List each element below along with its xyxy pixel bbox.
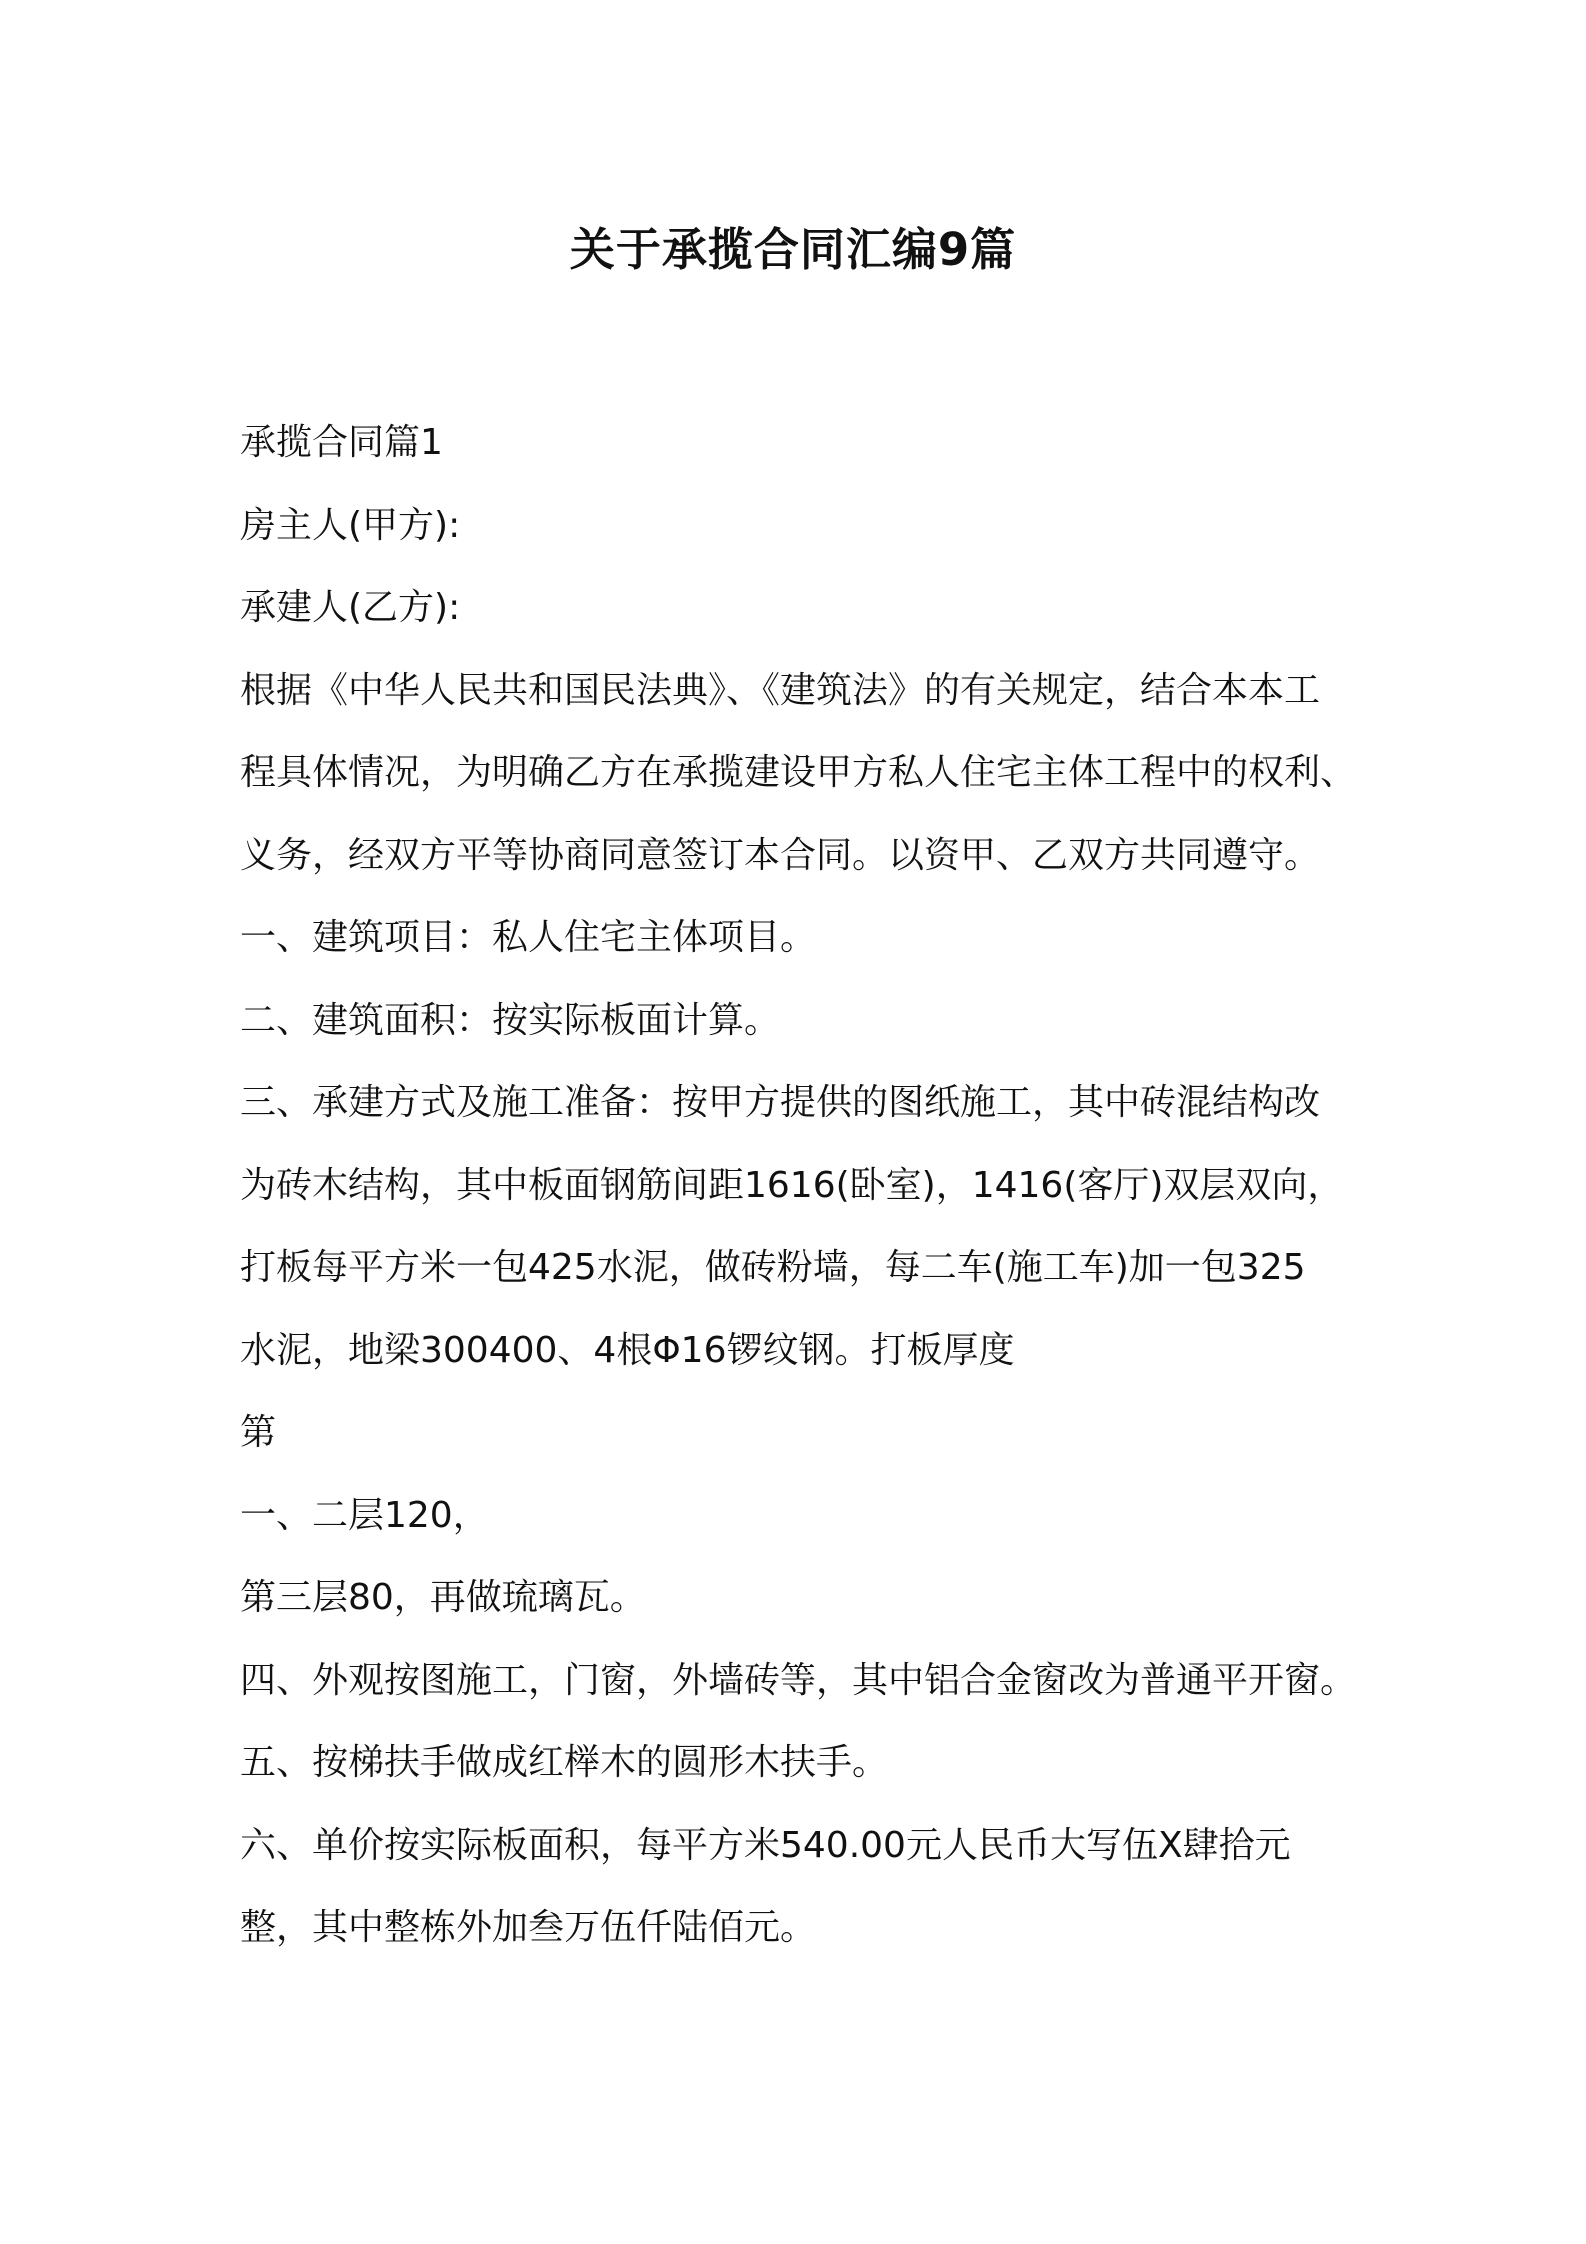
- clause-6-line-2: 整，其中整栋外加叁万伍仟陆佰元。: [240, 1907, 817, 1948]
- document-title: 关于承揽合同汇编9篇: [569, 223, 1017, 276]
- clause-5: 五、按梯扶手做成红榉木的圆形木扶手。: [240, 1742, 889, 1783]
- clause-1: 一、建筑项目：私人住宅主体项目。: [240, 917, 817, 958]
- clause-2: 二、建筑面积：按实际板面计算。: [240, 999, 781, 1041]
- clause-3-line-6: 一、二层120，: [240, 1494, 489, 1536]
- clause-3-line-1: 三、承建方式及施工准备：按甲方提供的图纸施工，其中砖混结构改: [240, 1082, 1321, 1123]
- clause-3-line-3: 打板每平方米一包425水泥，做砖粉墙，每二车(施工车)加一包325: [240, 1247, 1306, 1288]
- clause-3-line-4: 水泥，地梁300400、4根Φ16锣纹钢。打板厚度: [240, 1329, 1015, 1371]
- clause-4: 四、外观按图施工，门窗，外墙砖等，其中铝合金窗改为普通平开窗。: [240, 1659, 1357, 1701]
- preamble-line-3: 义务，经双方平等协商同意签订本合同。以资甲、乙双方共同遵守。: [240, 834, 1321, 876]
- document-body: [240, 402, 1370, 1970]
- clause-3-line-7: 第三层80，再做琉璃瓦。: [240, 1577, 646, 1618]
- preamble-line-1: 根据《中华人民共和国民法典》、《建筑法》的有关规定，结合本本工: [240, 669, 1321, 711]
- clause-3-line-2: 为砖木结构，其中板面钢筋间距1616(卧室)，1416(客厅)双层双向，: [240, 1164, 1344, 1206]
- party-a-line: 房主人(甲方):: [240, 504, 461, 546]
- heading-contract-1: 承揽合同篇1: [240, 422, 443, 463]
- clause-3-line-5: 第: [240, 1412, 277, 1453]
- clause-6-line-1: 六、单价按实际板面积，每平方米540.00元人民币大写伍X肆拾元: [240, 1824, 1291, 1866]
- party-b-line: 承建人(乙方):: [240, 587, 461, 628]
- preamble-line-2: 程具体情况，为明确乙方在承揽建设甲方私人住宅主体工程中的权利、: [240, 752, 1357, 793]
